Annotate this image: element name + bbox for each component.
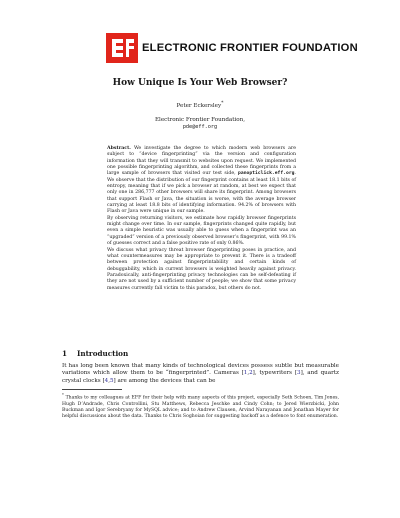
abstract-paragraph-2: By observing returning visitors, we estimate how rapidly browser fingerprints might change over time. In our sample, fingerprints changed quite rapidly, but even a simple heuristic was usually able to guess when a fingerprint was an “upgraded” version of a previously observed browser’s fingerprint, with 99.1% of guesses correct and a false positive rate of only 0.86%. xyxy=(107,215,296,247)
citation-link[interactable]: 1 xyxy=(243,370,248,377)
footnote xyxy=(62,392,339,420)
citation-link[interactable]: 2 xyxy=(249,370,253,377)
intro-text: It has long been known that many kinds of technological devices possess subtle but measurable variations which allow them to be “fingerprinted”. Cameras [ xyxy=(62,363,339,377)
abstract-label: Abstract. xyxy=(107,146,131,151)
author-name: Peter Eckersley xyxy=(176,102,222,109)
footnote-divider xyxy=(62,389,122,390)
author-email: pde@eff.org xyxy=(182,124,218,130)
footnote-mark: * xyxy=(62,392,64,397)
abstract-text: We investigate the degree to which modern web browsers are subject to “device fingerprinting” via the version and configuration information that they will transmit to websites upon request. We implemented one possible fingerprinting algorithm, and collected these fingerprints from a large sample of browsers that visited our test side, xyxy=(107,146,296,177)
logo-text: ELECTRONIC FRONTIER FOUNDATION xyxy=(142,42,358,54)
intro-text: ], typewriters [ xyxy=(252,370,298,377)
abstract xyxy=(107,146,296,292)
intro-text: , xyxy=(247,370,250,377)
eff-logo xyxy=(106,33,358,63)
intro-paragraph xyxy=(62,363,339,385)
intro-text: ] are among the devices that can be xyxy=(113,377,216,384)
author-line xyxy=(0,101,400,109)
eff-logo-mark-icon xyxy=(106,33,138,63)
intro-text: ], and quartz crystal clocks [ xyxy=(62,370,339,384)
section-title: Introduction xyxy=(77,349,129,358)
citation-link[interactable]: 3 xyxy=(297,370,301,377)
intro-text: , xyxy=(108,377,110,384)
site-link[interactable]: panopticlick.eff.org xyxy=(238,171,295,177)
paper-title: How Unique Is Your Web Browser? xyxy=(112,78,288,88)
author-footnote-mark: * xyxy=(221,101,224,106)
section-number: 1 xyxy=(62,349,68,358)
abstract-paragraph-3: We discuss what privacy threat browser fingerprinting poses in practice, and what countermeasures may be appropriate to prevent it. There is a tradeoff between protection against fingerprintability and certain kinds of debuggability, which in current browsers is weighted heavily against privacy. Paradoxically, anti-fingerprinting privacy technologies can be self-defeating if they are not used by a sufficient number of people; we show that some privacy measures currently fall victim to this paradox, but others do not. xyxy=(107,247,296,291)
abstract-paragraph-1 xyxy=(107,146,296,216)
affiliation: Electronic Frontier Foundation, xyxy=(154,117,246,123)
section-heading xyxy=(62,349,128,358)
citation-link[interactable]: 4 xyxy=(104,377,109,384)
abstract-text: . We observe that the distribution of our fingerprint contains at least 18.1 bits of entropy, meaning that if we pick a browser at random, at best we expect that only one in 286,777 other browsers will share its fingerprint. Among browsers that support Flash or Java, the situation is worse, with the average browser carrying at least 18.8 bits of identifying information. 94.2% of browsers with Flash or Java were unique in our sample. xyxy=(107,171,296,215)
citation-link[interactable]: 5 xyxy=(109,377,114,384)
footnote-text: Thanks to my colleagues at EFF for their help with many aspects of this project, especially Seth Schoen, Tim Jones, Hugh D’Andrade, Chris Controllini, Stu Matthews, Rebecca Jeschke and Cindy Cohn; to Jered Wierzbicki, John Buckman and Igor Serebryany for MySQL advice; and to Andrew Clausen, Arvind Narayanan and Jonathan Mayer for helpful discussions about the data. Thanks to Chris Soghoian for suggesting backoff as a defence to font enumeration. xyxy=(62,395,339,419)
